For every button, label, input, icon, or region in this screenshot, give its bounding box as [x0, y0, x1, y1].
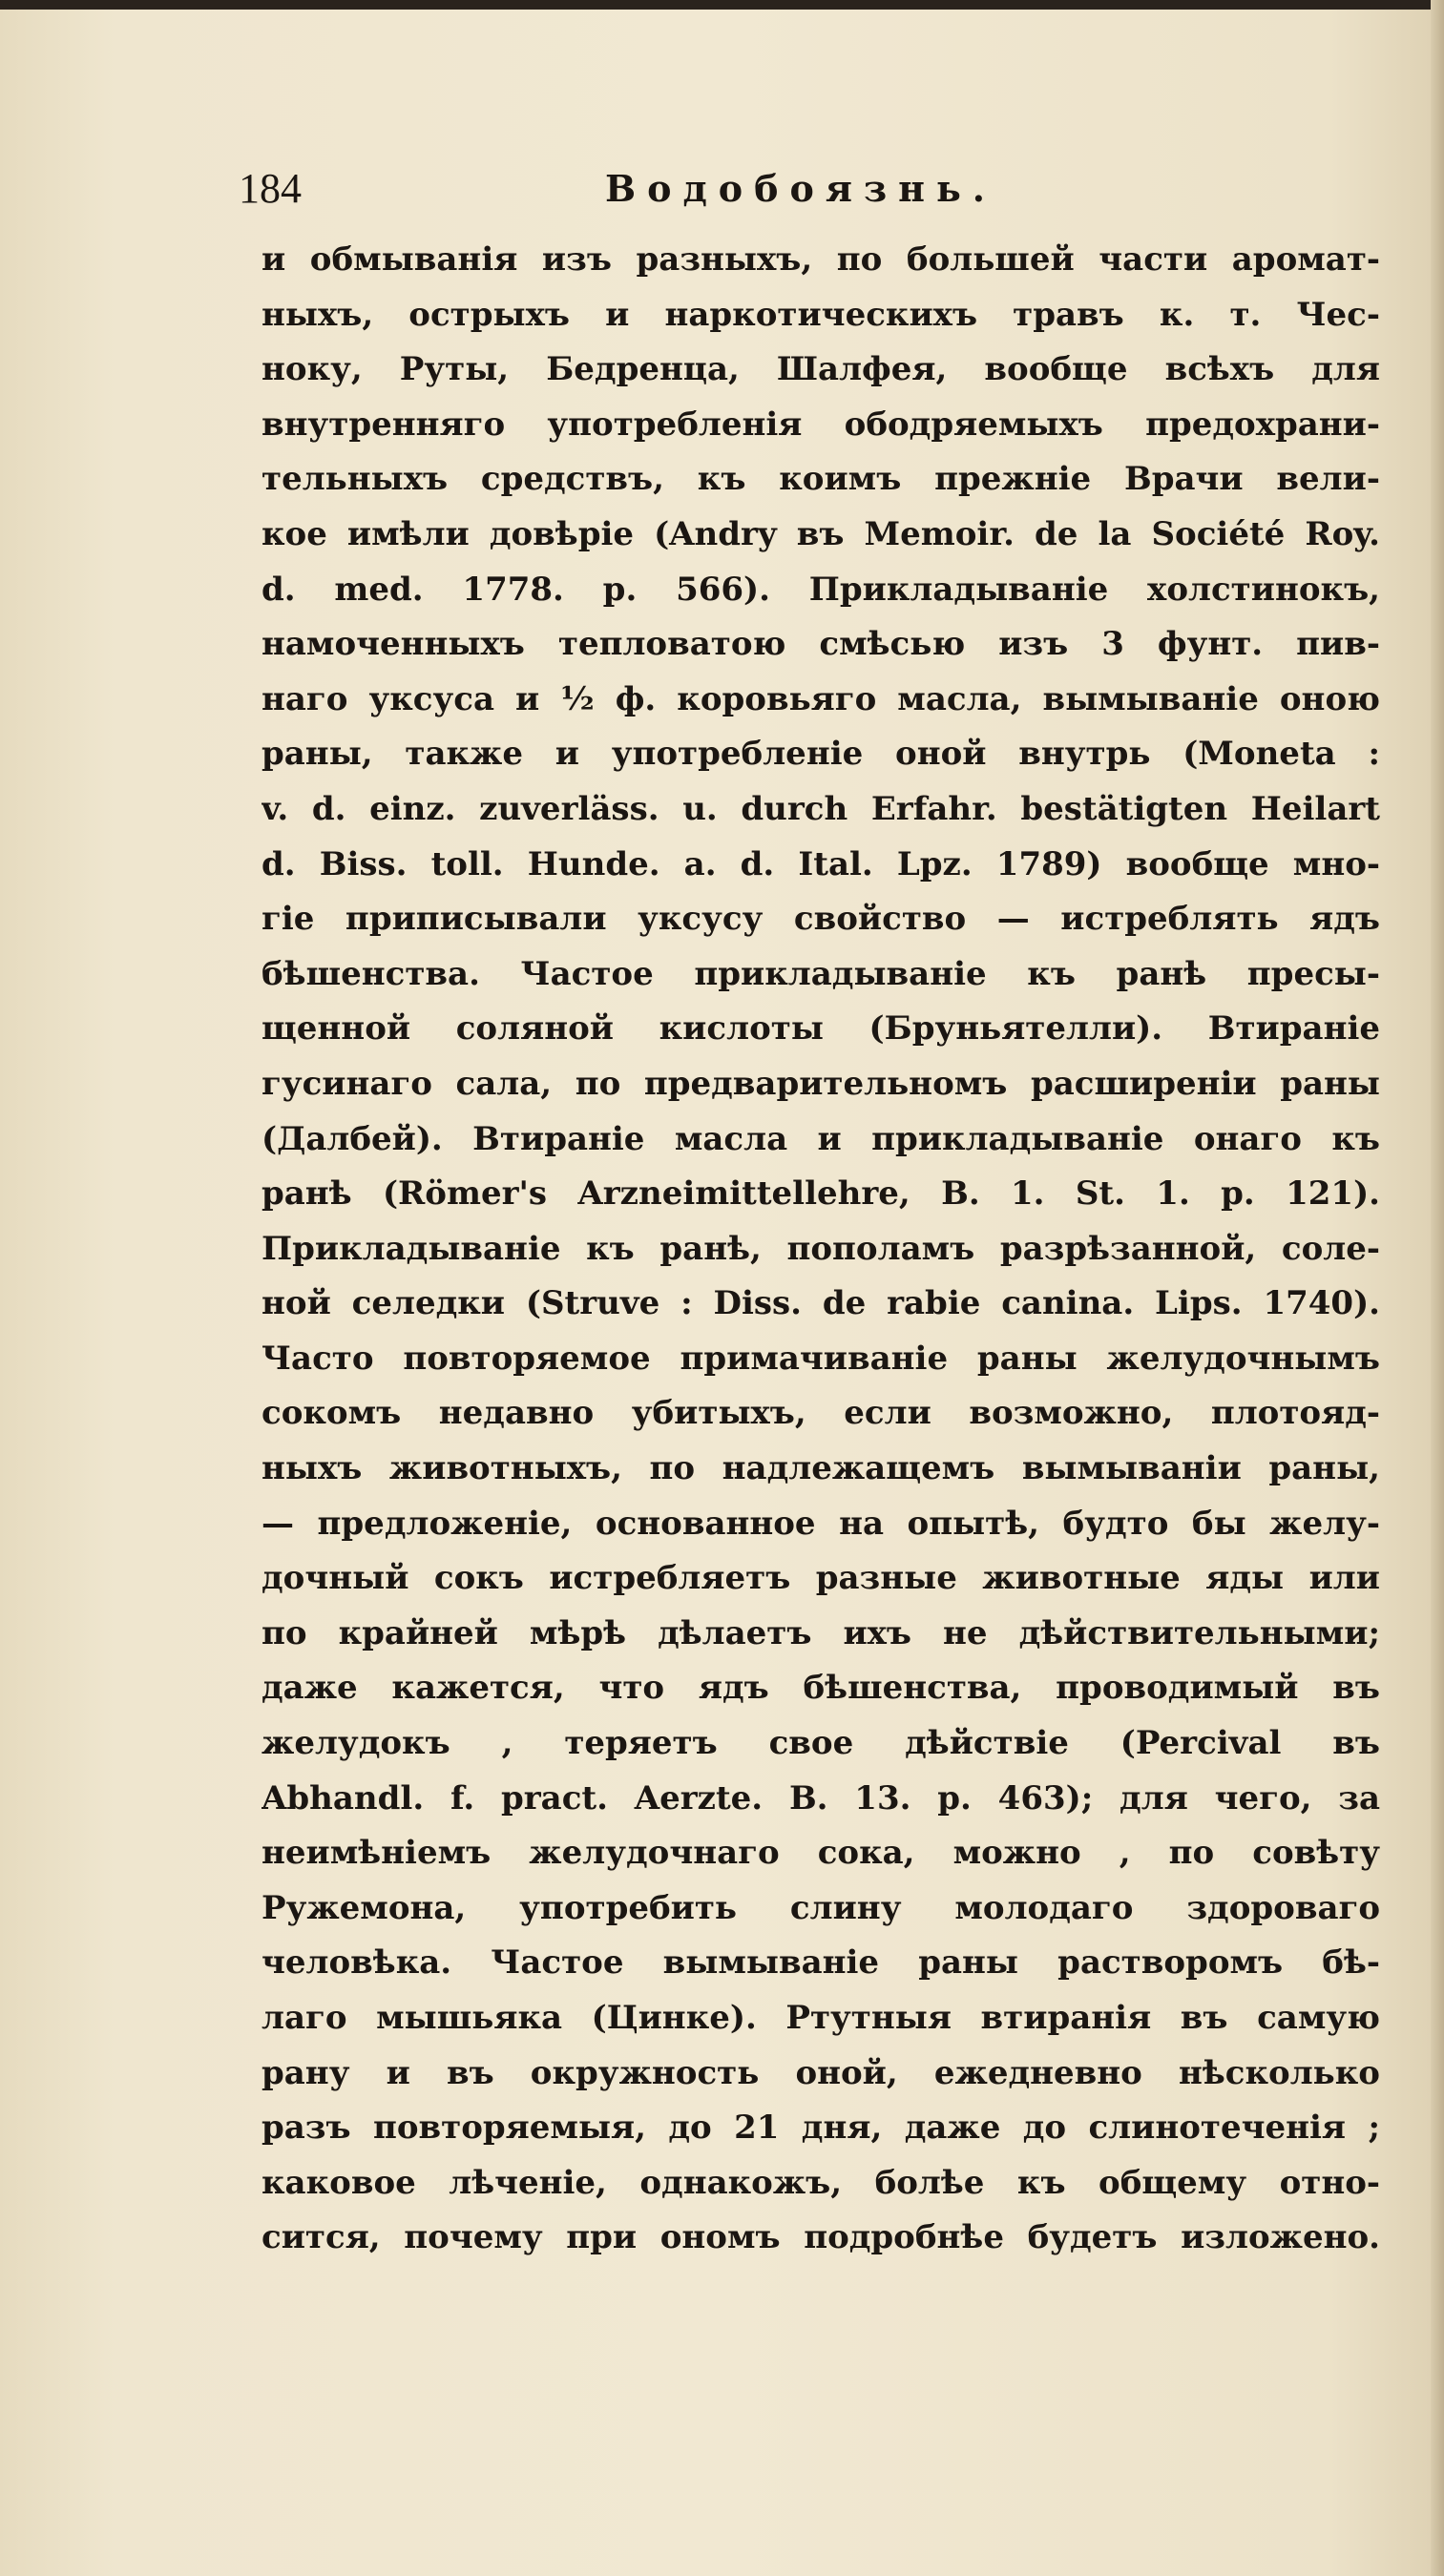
- text-line: v. d. einz. zuverläss. u. durch Erfahr. bestätigten Heilart: [262, 789, 1380, 828]
- text-line: внутренняго употребленія ободряемыхъ предохрани-: [262, 405, 1380, 444]
- text-line: неимѣніемъ желудочнаго сока, можно , по совѣту: [262, 1834, 1380, 1873]
- text-line: сокомъ недавно убитыхъ, если возможно, плотояд-: [262, 1394, 1380, 1433]
- text-line: d. Biss. toll. Hunde. a. d. Ital. Lpz. 1789) вообще мно-: [262, 844, 1380, 883]
- text-line: гусинаго сала, по предварительномъ расширеніи раны: [262, 1064, 1380, 1103]
- text-line: щенной соляной кислоты (Бруньятелли). Втираніе: [262, 1009, 1380, 1049]
- text-line: — предложеніе, основанное на опытѣ, будто бы желу-: [262, 1504, 1380, 1543]
- text-line: намоченныхъ тепловатою смѣсью изъ 3 фунт. пив-: [262, 625, 1380, 664]
- text-line: желудокъ , теряетъ свое дѣйствіе (Percival въ: [262, 1724, 1380, 1763]
- text-line: бѣшенства. Частое прикладываніе къ ранѣ пресы-: [262, 954, 1380, 993]
- text-line: Часто повторяемое примачиваніе раны желудочнымъ: [262, 1339, 1380, 1378]
- text-line: гіе приписывали уксусу свойство — истреблять ядъ: [262, 900, 1380, 939]
- text-line: каковое лѣченіе, однакожъ, болѣе къ общему отно-: [262, 2163, 1380, 2202]
- text-line: наго уксуса и ½ ф. коровьяго масла, вымываніе оною: [262, 679, 1380, 718]
- text-line: ноку, Руты, Бедренца, Шалфея, вообще всѣхъ для: [262, 350, 1380, 389]
- text-line: рану и въ окружность оной, ежедневно нѣсколько: [262, 2053, 1380, 2092]
- text-line: ныхъ животныхъ, по надлежащемъ вымываніи раны,: [262, 1449, 1380, 1488]
- page-right-edge: [1431, 0, 1444, 2576]
- text-line: ранѣ (Römer's Arzneimittellehre, B. 1. St. 1. p. 121).: [262, 1174, 1380, 1214]
- text-line: кое имѣли довѣріе (Andry въ Memoir. de la Société Roy.: [262, 514, 1380, 553]
- text-line: раны, также и употребленіе оной внутрь (Moneta :: [262, 735, 1380, 774]
- text-line: Ружемона, употребить слину молодаго здороваго: [262, 1888, 1380, 1927]
- text-line: разъ повторяемыя, до 21 дня, даже до слинотеченія ;: [262, 2109, 1380, 2148]
- text-line: и обмыванія изъ разныхъ, по большей части аромат-: [262, 240, 1380, 279]
- text-line: по крайней мѣрѣ дѣлаетъ ихъ не дѣйствительными;: [262, 1613, 1380, 1652]
- text-line: ной селедки (Struve : Diss. de rabie canina. Lips. 1740).: [262, 1284, 1380, 1323]
- body-text: [262, 233, 1380, 2266]
- page-number: 184: [239, 165, 302, 212]
- text-line: Прикладываніе къ ранѣ, пополамъ разрѣзанной, соле-: [262, 1229, 1380, 1268]
- running-title: Водобоязнь.: [605, 167, 996, 210]
- text-line: сится, почему при ономъ подробнѣе будетъ изложено.: [262, 2218, 1380, 2257]
- page-top-edge: [0, 0, 1444, 10]
- text-line: тельныхъ средствъ, къ коимъ прежніе Врачи вели-: [262, 460, 1380, 499]
- text-line: лаго мышьяка (Цинке). Ртутныя втиранія въ самую: [262, 1999, 1380, 2037]
- text-line: Abhandl. f. pract. Aerzte. B. 13. p. 463); для чего, за: [262, 1778, 1380, 1818]
- text-line: d. med. 1778. p. 566). Прикладываніе холстинокъ,: [262, 570, 1380, 609]
- text-line: дочный сокъ истребляетъ разные животные яды или: [262, 1559, 1380, 1598]
- text-line: (Далбей). Втираніе масла и прикладываніе онаго къ: [262, 1119, 1380, 1158]
- text-line: ныхъ, острыхъ и наркотическихъ травъ к. т. Чес-: [262, 295, 1380, 334]
- text-line: даже кажется, что ядъ бѣшенства, проводимый въ: [262, 1669, 1380, 1708]
- text-line: человѣка. Частое вымываніе раны растворомъ бѣ-: [262, 1943, 1380, 1983]
